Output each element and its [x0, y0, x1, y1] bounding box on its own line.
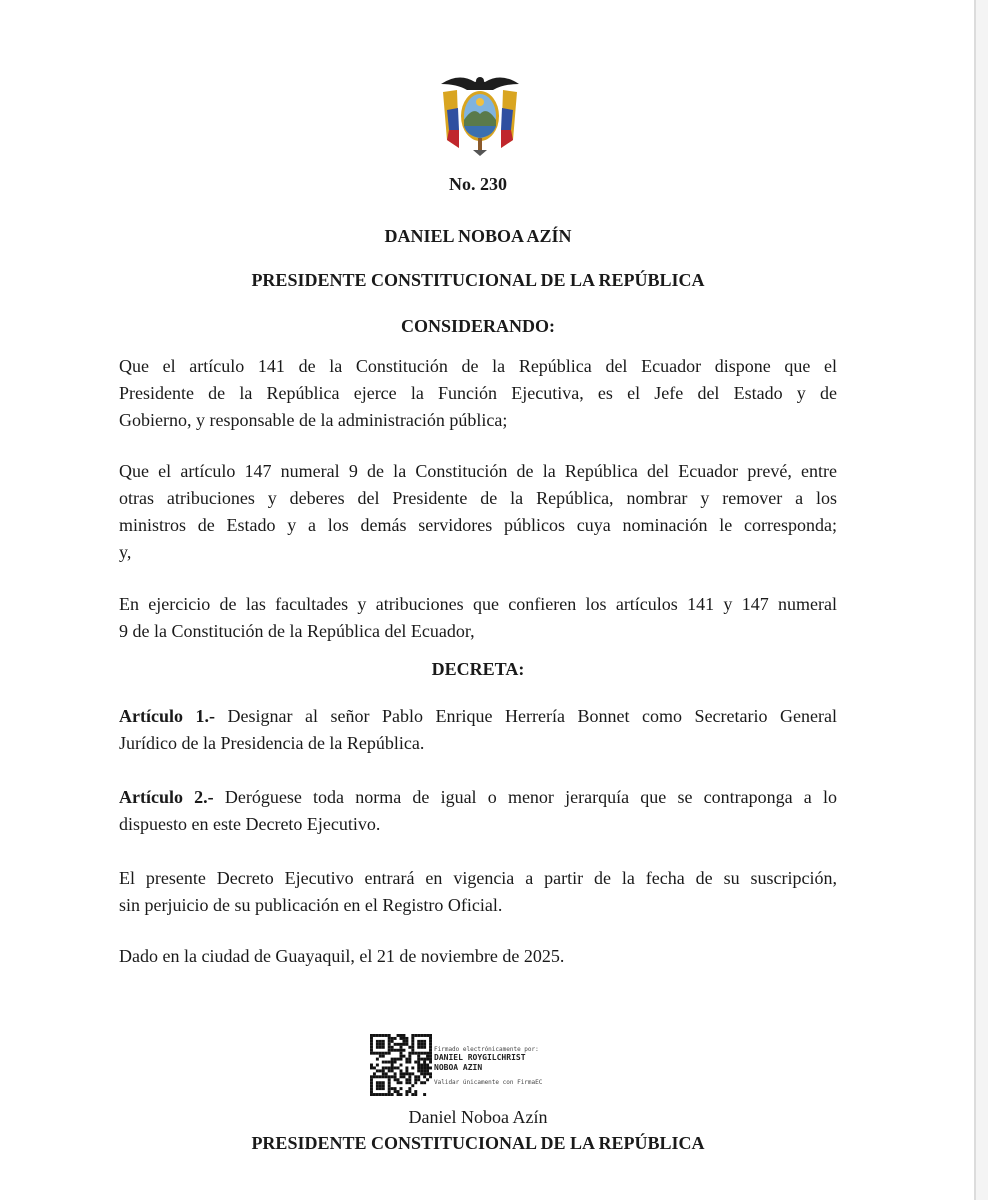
paragraph-line: Que el artículo 141 de la Constitución de la República del Ecuador dispone que el: [119, 356, 837, 376]
paragraph-line: dispuesto en este Decreto Ejecutivo.: [119, 814, 381, 834]
validate-label: Validar únicamente con FirmaEC: [434, 1079, 543, 1086]
article-text: Designar al señor Pablo Enrique Herrería Bonnet como Secretario General: [215, 706, 837, 726]
signature-text: [434, 1046, 542, 1086]
paragraph-line: Gobierno, y responsable de la administración pública;: [119, 410, 508, 430]
paragraph-line: Que el artículo 147 numeral 9 de la Constitución de la República del Ecuador prevé, entre: [119, 461, 837, 481]
article-text: Deróguese toda norma de igual o menor jerarquía que se contraponga a lo: [213, 787, 837, 807]
consideration-paragraph: [119, 353, 837, 434]
given-in-paragraph: [119, 943, 837, 970]
electronic-signature: [370, 1034, 590, 1102]
article-label: Artículo 1.-: [119, 706, 215, 726]
qr-code-icon: [370, 1034, 432, 1096]
paragraph-line: En ejercicio de las facultades y atribuciones que confieren los artículos 141 y 147 numeral: [119, 594, 837, 614]
decree-number: No. 230: [449, 174, 507, 194]
validity-paragraph: [119, 865, 837, 919]
signer-name: Daniel Noboa Azín: [408, 1107, 548, 1127]
paragraph-line: ministros de Estado y a los demás servidores públicos cuya nominación le corresponda;: [119, 515, 837, 535]
president-name: DANIEL NOBOA AZÍN: [384, 226, 572, 246]
president-title: PRESIDENTE CONSTITUCIONAL DE LA REPÚBLICA: [251, 270, 705, 290]
decree-heading: DECRETA:: [431, 659, 525, 679]
article-paragraph: [119, 784, 837, 838]
article-paragraph: [119, 703, 837, 757]
considering-heading: CONSIDERANDO:: [400, 316, 555, 336]
paragraph-line: y,: [119, 542, 132, 562]
consideration-paragraph: [119, 458, 837, 566]
article-label: Artículo 2.-: [119, 787, 214, 807]
paragraph-line: Jurídico de la Presidencia de la República.: [119, 733, 425, 753]
signer-line-1: DANIEL ROYGILCHRIST: [434, 1053, 526, 1062]
paragraph-line: sin perjuicio de su publicación en el Registro Oficial.: [119, 895, 503, 915]
signer-line-2: NOBOA AZIN: [434, 1063, 483, 1072]
paragraph-line: otras atribuciones y deberes del Presidente de la República, nombrar y remover a los: [119, 488, 837, 508]
paragraph-line: El presente Decreto Ejecutivo entrará en vigencia a partir de la fecha de su suscripción,: [119, 868, 837, 888]
signer-title: PRESIDENTE CONSTITUCIONAL DE LA REPÚBLICA: [251, 1133, 705, 1153]
consideration-paragraph: [119, 591, 837, 645]
signed-by-label: Firmado electrónicamente por:: [434, 1046, 539, 1053]
paragraph-line: Presidente de la República ejerce la Función Ejecutiva, es el Jefe del Estado y de: [119, 383, 837, 403]
paragraph-line: 9 de la Constitución de la República del Ecuador,: [119, 621, 475, 641]
paragraph-line: Dado en la ciudad de Guayaquil, el 21 de noviembre de 2025.: [119, 946, 565, 966]
paragraph-line: [119, 703, 837, 730]
paragraph-line: [119, 784, 837, 811]
coat-of-arms-emblem: [437, 70, 523, 156]
